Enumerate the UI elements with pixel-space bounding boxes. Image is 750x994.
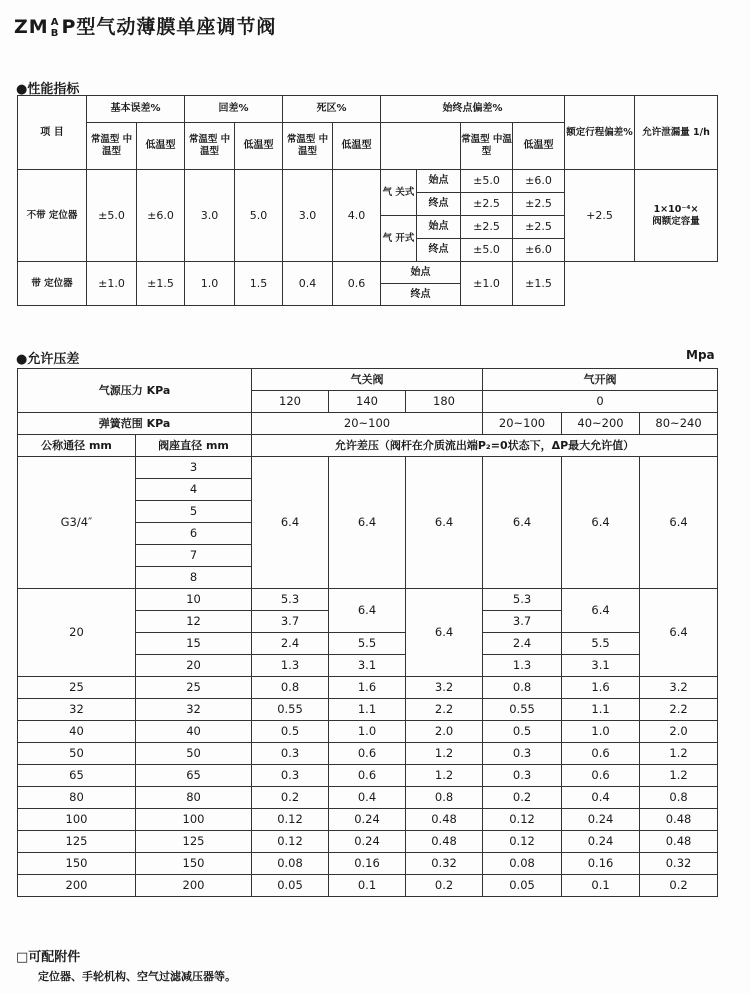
table-cell: 3.0 — [283, 170, 333, 262]
table-cell: 1.0 — [185, 262, 235, 306]
table-cell: 0.16 — [562, 853, 640, 875]
table-cell: 0.2 — [252, 787, 329, 809]
table-cell: 100 — [136, 809, 252, 831]
table-row — [18, 787, 718, 809]
table-cell: ±2.5 — [513, 193, 565, 216]
table-cell: 0.32 — [406, 853, 483, 875]
table-cell: 2.4 — [483, 633, 562, 655]
table-cell: 3.7 — [252, 611, 329, 633]
table-row — [18, 853, 718, 875]
table-cell: 6 — [136, 523, 252, 545]
header-nominal-diameter: 公称通径 mm — [18, 435, 136, 457]
header-normal: 常温型 中温型 — [185, 123, 235, 170]
table-cell: 0.4 — [562, 787, 640, 809]
table-cell: 1.5 — [235, 262, 283, 306]
performance-table — [17, 95, 718, 306]
table-cell: 2.4 — [252, 633, 329, 655]
table-cell: ±5.0 — [87, 170, 137, 262]
header-leakage: 允许泄漏量 1/h — [635, 96, 718, 170]
table-cell: 80 — [18, 787, 136, 809]
table-cell: ±6.0 — [137, 170, 185, 262]
table-cell: 20~100 — [483, 413, 562, 435]
table-cell: 65 — [18, 765, 136, 787]
table-cell: 1.2 — [640, 765, 718, 787]
table-cell: 20 — [18, 589, 136, 677]
table-cell: 5.3 — [483, 589, 562, 611]
header-dead-band: 死区% — [283, 96, 381, 123]
table-cell: 1.0 — [329, 721, 406, 743]
table-cell: 0.05 — [252, 875, 329, 897]
table-cell: ±6.0 — [513, 239, 565, 262]
table-row — [18, 765, 718, 787]
table-cell: 1.2 — [406, 765, 483, 787]
table-cell: 0.6 — [333, 262, 381, 306]
table-cell: 4.0 — [333, 170, 381, 262]
table-cell: ±1.5 — [513, 262, 565, 306]
table-cell: 6.4 — [406, 589, 483, 677]
header-air-close-valve: 气关阀 — [252, 369, 483, 391]
table-cell: 0.6 — [562, 765, 640, 787]
pressure-table — [17, 368, 718, 897]
table-row — [18, 677, 718, 699]
table-cell: 0 — [483, 391, 718, 413]
table-cell: 0.4 — [283, 262, 333, 306]
table-cell: 10 — [136, 589, 252, 611]
table-cell: 0.12 — [252, 831, 329, 853]
table-cell — [635, 284, 718, 306]
table-cell: 0.3 — [252, 743, 329, 765]
header-air-open-valve: 气开阀 — [483, 369, 718, 391]
table-cell: 始点 — [417, 216, 461, 239]
table-cell: 0.3 — [252, 765, 329, 787]
table-cell — [565, 284, 635, 306]
table-cell: 0.4 — [329, 787, 406, 809]
header-item: 项 目 — [18, 96, 87, 170]
table-cell: 0.1 — [329, 875, 406, 897]
table-cell: 0.2 — [483, 787, 562, 809]
table-cell: 0.6 — [329, 743, 406, 765]
table-cell: 32 — [136, 699, 252, 721]
table-cell: 150 — [136, 853, 252, 875]
table-cell: 0.12 — [483, 809, 562, 831]
table-cell: 25 — [18, 677, 136, 699]
table-cell: 125 — [18, 831, 136, 853]
table-cell: 5.5 — [562, 633, 640, 655]
table-cell: ±1.0 — [461, 262, 513, 306]
table-cell: 6.4 — [252, 457, 329, 589]
header-low: 低温型 — [513, 123, 565, 170]
table-cell: 25 — [136, 677, 252, 699]
table-cell: 0.12 — [483, 831, 562, 853]
table-row — [18, 699, 718, 721]
table-cell: 20~100 — [252, 413, 483, 435]
table-cell: 3.7 — [483, 611, 562, 633]
table-cell: 6.4 — [483, 457, 562, 589]
table-cell: 1.3 — [483, 655, 562, 677]
header-low: 低温型 — [137, 123, 185, 170]
table-cell: 125 — [136, 831, 252, 853]
accessories-text: 定位器、手轮机构、空气过滤减压器等。 — [38, 970, 236, 983]
table-cell: 3.0 — [185, 170, 235, 262]
table-cell: 0.48 — [406, 831, 483, 853]
table-cell: G3/4″ — [18, 457, 136, 589]
table-cell: 1.3 — [252, 655, 329, 677]
table-cell: 6.4 — [640, 457, 718, 589]
table-cell: 6.4 — [329, 457, 406, 589]
table-cell: 40 — [136, 721, 252, 743]
table-cell: 6.4 — [329, 589, 406, 633]
table-cell: 200 — [136, 875, 252, 897]
table-cell: 0.12 — [252, 809, 329, 831]
table-cell: 50 — [18, 743, 136, 765]
table-cell: 140 — [329, 391, 406, 413]
header-rated-travel: 额定行程偏差% — [565, 96, 635, 170]
table-cell: 0.55 — [483, 699, 562, 721]
table-cell: 3.2 — [640, 677, 718, 699]
table-cell: 0.55 — [252, 699, 329, 721]
table-cell: 15 — [136, 633, 252, 655]
header-air-supply: 气源压力 KPa — [18, 369, 252, 413]
pressure-section-title: ●允许压差 — [16, 352, 80, 367]
table-cell: 0.6 — [329, 765, 406, 787]
table-cell: 3 — [136, 457, 252, 479]
table-row — [18, 831, 718, 853]
table-cell: ±2.5 — [461, 216, 513, 239]
table-cell: 5.3 — [252, 589, 329, 611]
table-cell: 0.05 — [483, 875, 562, 897]
table-cell: 5.0 — [235, 170, 283, 262]
header-normal: 常温型 中温型 — [461, 123, 513, 170]
table-row — [18, 721, 718, 743]
table-cell: 50 — [136, 743, 252, 765]
table-cell: 始点 — [381, 262, 461, 284]
accessories-title: □可配附件 — [16, 950, 81, 965]
header-seat-diameter: 阀座直径 mm — [136, 435, 252, 457]
table-cell: 32 — [18, 699, 136, 721]
table-cell: 3.1 — [562, 655, 640, 677]
table-cell: ±1.5 — [137, 262, 185, 306]
table-cell: 65 — [136, 765, 252, 787]
table-cell: 1.1 — [562, 699, 640, 721]
header-normal: 常温型 中温型 — [87, 123, 137, 170]
table-row — [18, 875, 718, 897]
table-cell: 1.6 — [329, 677, 406, 699]
table-cell: 150 — [18, 853, 136, 875]
air-close-label: 气 关式 — [381, 170, 417, 216]
table-cell: 0.1 — [562, 875, 640, 897]
header-allowable-pressure: 允许差压（阀杆在介质流出端P₂=0状态下，ΔP最大允许值） — [252, 435, 718, 457]
table-cell: 0.32 — [640, 853, 718, 875]
table-cell: 6.4 — [562, 589, 640, 633]
table-cell: 40~200 — [562, 413, 640, 435]
pressure-unit: Mpa — [686, 348, 715, 362]
table-cell: 1.6 — [562, 677, 640, 699]
table-cell: 终点 — [417, 239, 461, 262]
table-cell — [565, 262, 635, 284]
table-cell: +2.5 — [565, 170, 635, 262]
table-cell: 0.24 — [562, 809, 640, 831]
air-open-label: 气 开式 — [381, 216, 417, 262]
header-spring-range: 弹簧范围 KPa — [18, 413, 252, 435]
table-row — [18, 809, 718, 831]
table-cell: 40 — [18, 721, 136, 743]
table-cell — [381, 123, 461, 170]
row-label-with-positioner: 带 定位器 — [18, 262, 87, 306]
table-cell: 100 — [18, 809, 136, 831]
table-cell: 1.1 — [329, 699, 406, 721]
table-cell: 0.48 — [640, 809, 718, 831]
table-cell: 0.8 — [406, 787, 483, 809]
table-cell: 0.48 — [406, 809, 483, 831]
table-cell: 0.8 — [640, 787, 718, 809]
header-basic-error: 基本误差% — [87, 96, 185, 123]
table-cell: 0.3 — [483, 743, 562, 765]
table-cell: 0.48 — [640, 831, 718, 853]
table-cell: 2.0 — [640, 721, 718, 743]
table-cell: 0.3 — [483, 765, 562, 787]
header-low: 低温型 — [235, 123, 283, 170]
table-cell: 12 — [136, 611, 252, 633]
table-cell: 0.24 — [329, 831, 406, 853]
table-cell: 1.0 — [562, 721, 640, 743]
table-cell: 0.2 — [406, 875, 483, 897]
table-cell: 1.2 — [406, 743, 483, 765]
table-cell: 20 — [136, 655, 252, 677]
table-cell: 4 — [136, 479, 252, 501]
table-cell: 3.1 — [329, 655, 406, 677]
table-cell: 0.8 — [252, 677, 329, 699]
table-cell: 200 — [18, 875, 136, 897]
header-normal: 常温型 中温型 — [283, 123, 333, 170]
table-cell: 2.0 — [406, 721, 483, 743]
table-cell: ±2.5 — [461, 193, 513, 216]
table-cell: 0.24 — [329, 809, 406, 831]
table-cell: 0.2 — [640, 875, 718, 897]
header-hysteresis: 回差% — [185, 96, 283, 123]
table-cell: 0.16 — [329, 853, 406, 875]
table-cell: 0.8 — [483, 677, 562, 699]
header-start-end-deviation: 始终点偏差% — [381, 96, 565, 123]
table-cell: 3.2 — [406, 677, 483, 699]
row-label-no-positioner: 不带 定位器 — [18, 170, 87, 262]
page-title: ZM A B P型气动薄膜单座调节阀 — [14, 16, 277, 39]
leakage-value: 1×10⁻⁴× 阀额定容量 — [635, 170, 718, 262]
table-cell: 8 — [136, 567, 252, 589]
table-cell: 7 — [136, 545, 252, 567]
table-cell: 0.6 — [562, 743, 640, 765]
table-cell: ±6.0 — [513, 170, 565, 193]
table-cell: 0.08 — [252, 853, 329, 875]
table-cell: 0.5 — [252, 721, 329, 743]
table-row — [18, 743, 718, 765]
table-cell: 80~240 — [640, 413, 718, 435]
table-cell: 2.2 — [406, 699, 483, 721]
table-cell: 180 — [406, 391, 483, 413]
table-cell: ±5.0 — [461, 170, 513, 193]
table-cell: 0.24 — [562, 831, 640, 853]
table-cell: 6.4 — [640, 589, 718, 677]
table-cell: 2.2 — [640, 699, 718, 721]
pressure-rows — [18, 677, 718, 897]
table-cell: 120 — [252, 391, 329, 413]
header-low: 低温型 — [333, 123, 381, 170]
table-cell: 6.4 — [406, 457, 483, 589]
table-cell: ±2.5 — [513, 216, 565, 239]
table-cell — [635, 262, 718, 284]
table-cell: 始点 — [417, 170, 461, 193]
table-cell: ±5.0 — [461, 239, 513, 262]
performance-section-title: ●性能指标 — [16, 82, 80, 97]
table-cell: ±1.0 — [87, 262, 137, 306]
table-cell: 6.4 — [562, 457, 640, 589]
table-cell: 5 — [136, 501, 252, 523]
table-cell: 0.5 — [483, 721, 562, 743]
table-cell: 5.5 — [329, 633, 406, 655]
table-cell: 终点 — [381, 284, 461, 306]
table-cell: 0.08 — [483, 853, 562, 875]
table-cell: 终点 — [417, 193, 461, 216]
table-cell: 80 — [136, 787, 252, 809]
table-cell: 1.2 — [640, 743, 718, 765]
